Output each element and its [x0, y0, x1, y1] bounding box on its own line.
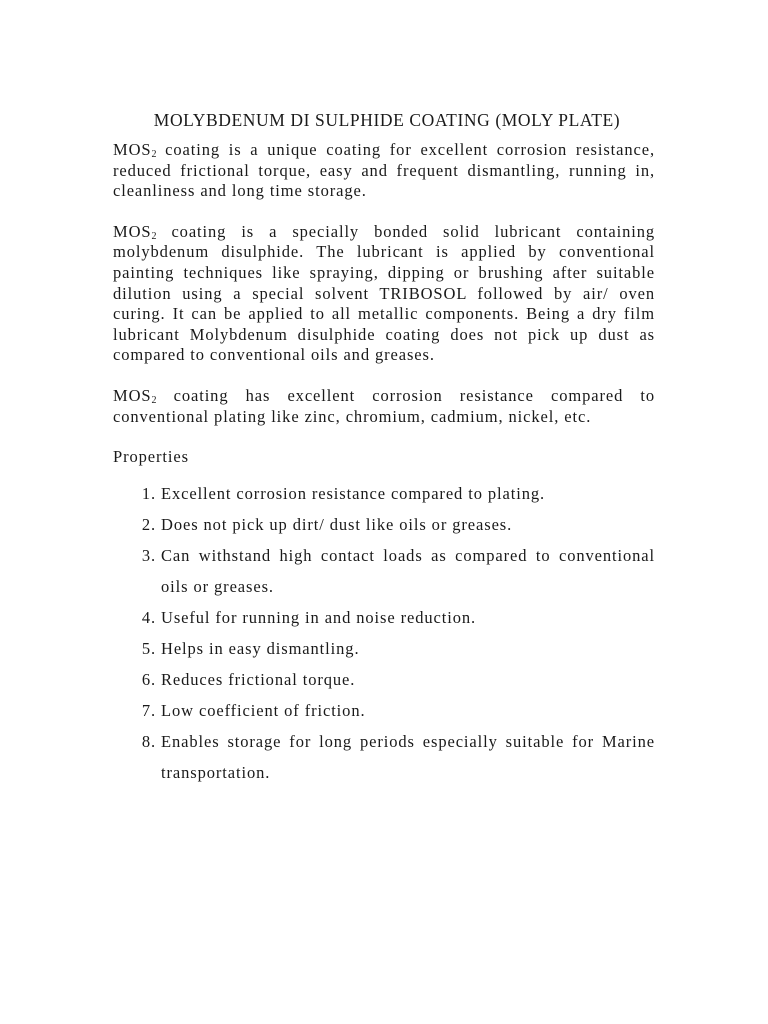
list-item — [113, 633, 655, 664]
paragraph-lead: MOS — [113, 140, 152, 159]
list-number: 7. — [141, 701, 156, 721]
list-item — [113, 509, 655, 540]
list-text: Can withstand high contact loads as compared to conventional oils or greases. — [161, 546, 655, 597]
list-text: Helps in easy dismantling. — [161, 639, 360, 659]
paragraph-corrosion — [113, 386, 655, 427]
list-number: 6. — [141, 670, 156, 690]
paragraph-text: coating has excellent corrosion resistance compared to conventional plating like zinc, chromium, cadmium, nickel, etc. — [113, 385, 655, 426]
properties-heading: Properties — [113, 447, 189, 467]
list-item — [113, 726, 655, 788]
list-number: 2. — [141, 515, 156, 535]
document-page — [113, 108, 655, 788]
properties-list — [113, 478, 655, 788]
paragraph-lead: MOS — [113, 385, 152, 405]
subscript-2: 2 — [151, 230, 157, 242]
list-number: 8. — [141, 732, 156, 752]
list-text: Reduces frictional torque. — [161, 670, 356, 690]
list-text: Useful for running in and noise reduction. — [161, 608, 477, 628]
list-item — [113, 540, 655, 602]
paragraph-lead: MOS — [113, 221, 152, 241]
list-item — [113, 478, 655, 509]
paragraph-text: coating is a specially bonded solid lubricant containing molybdenum disulphide. The lubricant is applied by conventional painting techniques like spraying, dipping or brushing after suitable dilution using a special solvent TRIBOSOL followed by air/ oven curing. It can be applied to all metallic components. Being a dry film lubricant Molybdenum disulphide coating does not pick up dust as compared to conventional oils and greases. — [113, 221, 655, 365]
list-item — [113, 695, 655, 726]
paragraph-intro — [113, 140, 655, 202]
list-number: 4. — [141, 608, 156, 628]
subscript-2: 2 — [151, 394, 157, 406]
document-title: MOLYBDENUM DI SULPHIDE COATING (MOLY PLATE) — [153, 110, 621, 130]
subscript-2: 2 — [151, 149, 157, 160]
list-number: 5. — [141, 639, 156, 659]
list-item — [113, 602, 655, 633]
list-number: 1. — [141, 484, 156, 504]
list-item — [113, 664, 655, 695]
list-text: Enables storage for long periods especially suitable for Marine transportation. — [161, 732, 655, 783]
list-number: 3. — [141, 546, 156, 566]
paragraph-description — [113, 222, 655, 366]
list-text: Does not pick up dirt/ dust like oils or greases. — [161, 515, 513, 535]
list-text: Low coefficient of friction. — [161, 701, 366, 721]
list-text: Excellent corrosion resistance compared to plating. — [161, 484, 546, 504]
paragraph-text: coating is a unique coating for excellent corrosion resistance, reduced frictional torque, easy and frequent dismantling, running in, cleanliness and long time storage. — [113, 140, 655, 201]
